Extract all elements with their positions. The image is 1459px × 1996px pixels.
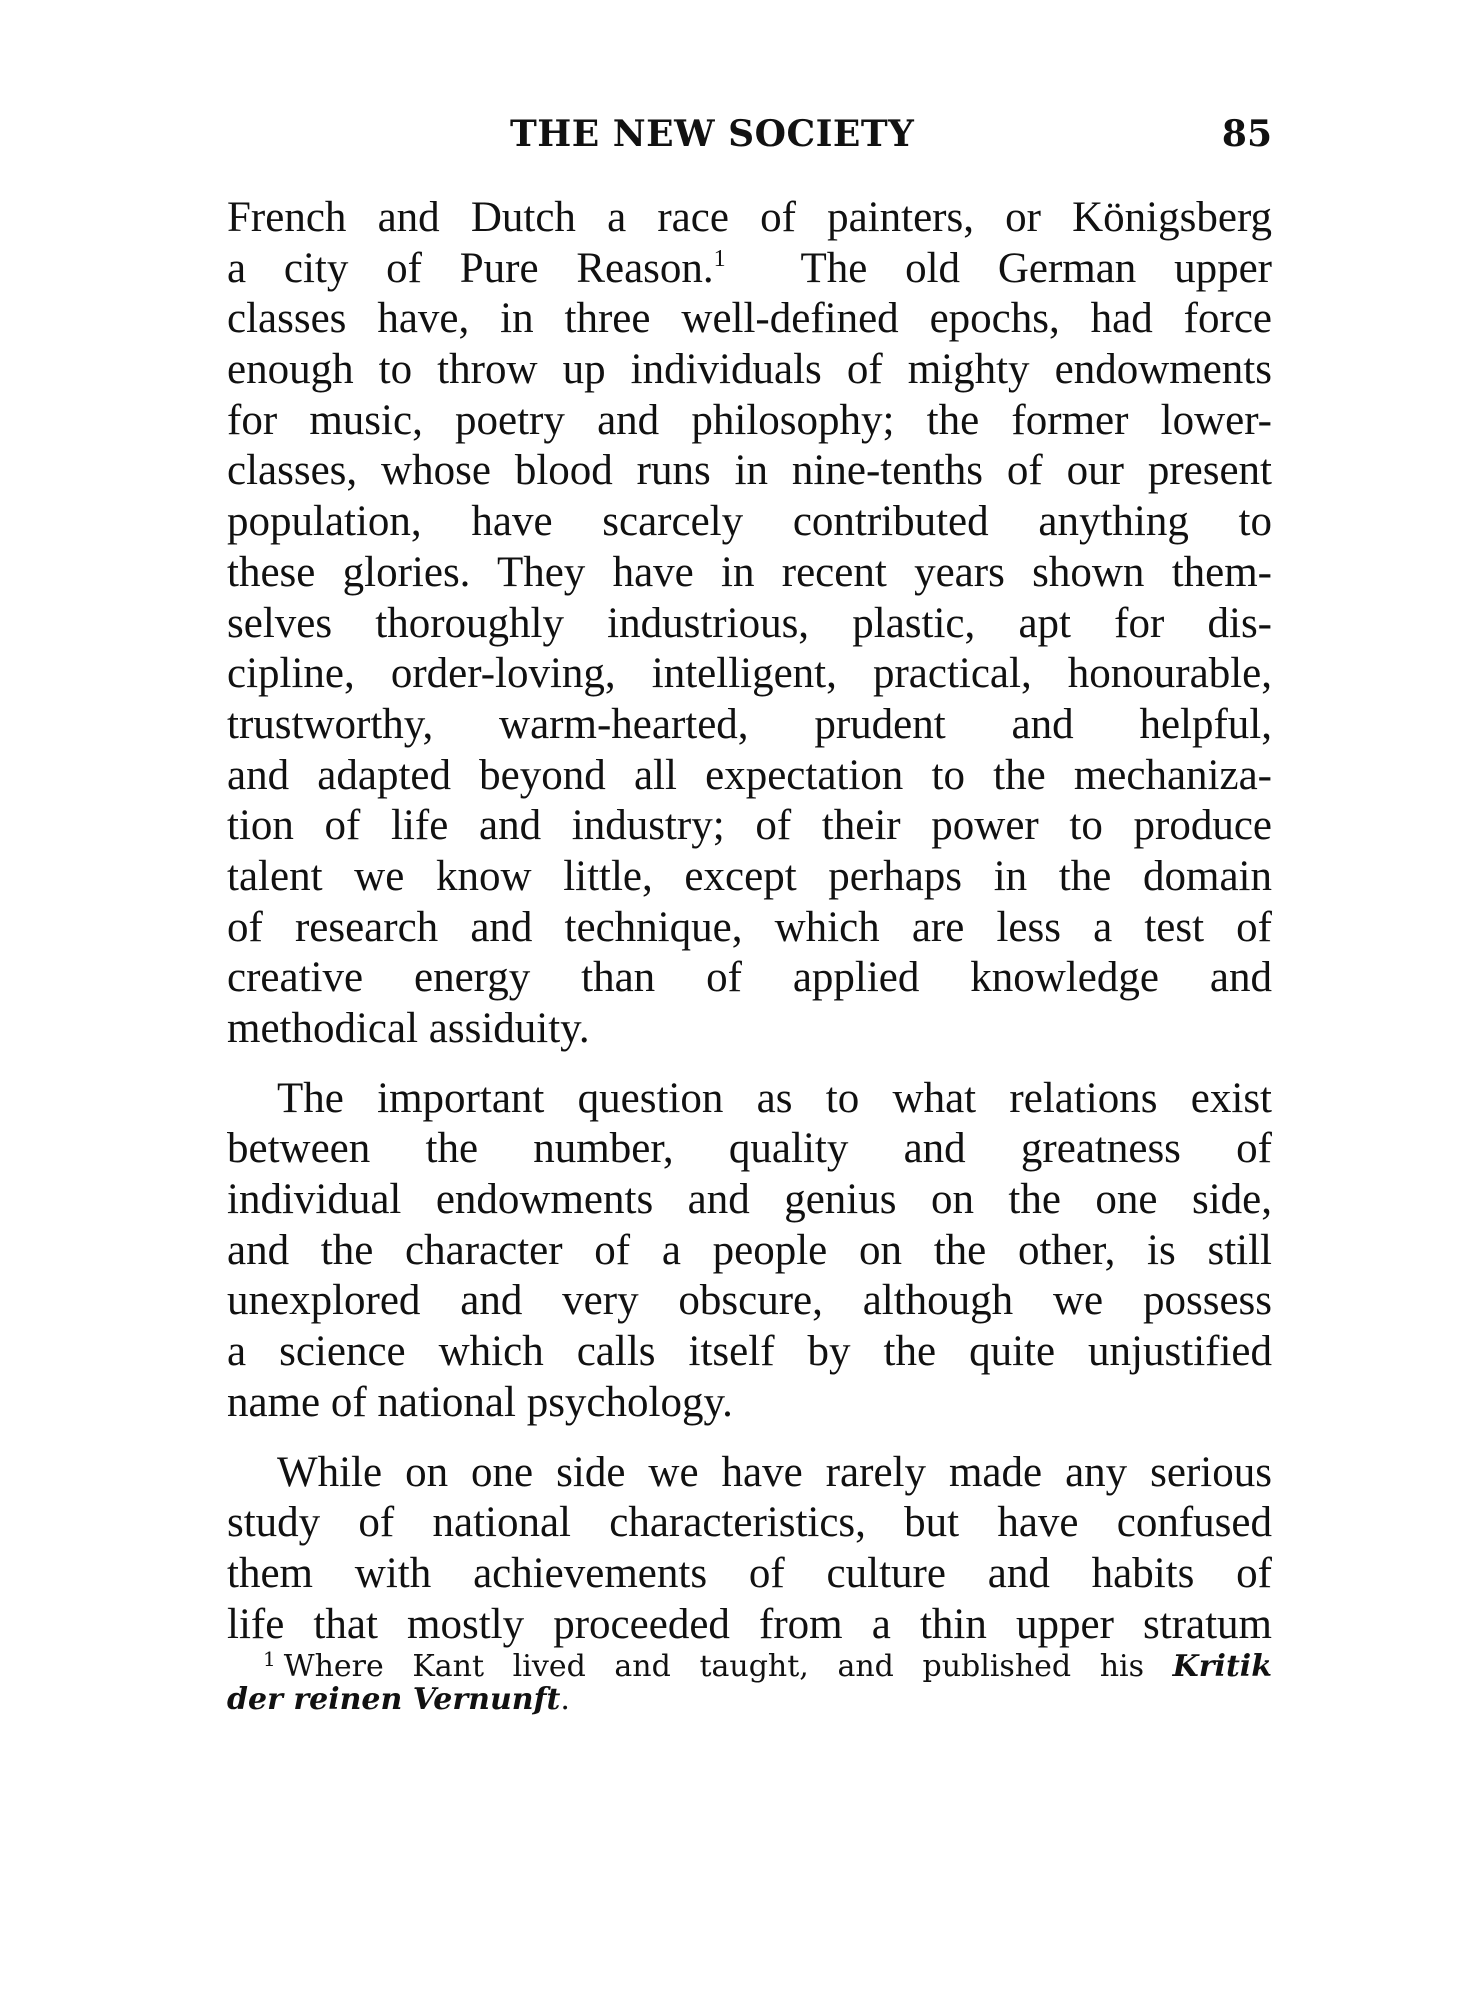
text-line	[227, 244, 1272, 295]
body-text	[227, 193, 1272, 1650]
text-line: a science which calls itself by the quite unjustified	[227, 1328, 1272, 1376]
text-line: and the character of a people on the other, is still	[227, 1226, 1272, 1274]
text-line: tion of life and industry; of their power to produce	[227, 802, 1272, 850]
text-line: enough to throw up individuals of mighty endowments	[227, 346, 1272, 394]
text-line: The important question as to what relations exist	[277, 1074, 1272, 1122]
text-line: selves thoroughly industrious, plastic, apt for dis-	[227, 599, 1272, 647]
text-line: study of national characteristics, but have confused	[227, 1499, 1272, 1547]
text-line: between the number, quality and greatness of	[227, 1125, 1272, 1173]
text-line: population, have scarcely contributed anything to	[227, 498, 1272, 546]
text-line: classes have, in three well-defined epochs, had force	[227, 295, 1272, 343]
text-line: talent we know little, except perhaps in the domain	[227, 852, 1272, 900]
footnote-line	[227, 1683, 1272, 1716]
text-line: individual endowments and genius on the one side,	[227, 1176, 1272, 1224]
paragraph	[227, 193, 1272, 1055]
footnote-book-title: der reinen Vernunft	[227, 1682, 561, 1717]
footnotes	[227, 1647, 1272, 1717]
footnote-text: .	[560, 1682, 570, 1717]
text-line: cipline, order-loving, intelligent, practical, honourable,	[227, 650, 1272, 698]
footnote	[227, 1647, 1272, 1717]
paragraph	[227, 1448, 1272, 1651]
text-line: French and Dutch a race of painters, or Königsberg	[227, 194, 1272, 241]
text-line: and adapted beyond all expectation to the mechaniza-	[227, 751, 1272, 799]
footnote-book-title: Kritik	[1172, 1649, 1272, 1684]
text-line: While on one side we have rarely made any serious	[277, 1448, 1272, 1496]
footnote-line	[227, 1647, 1272, 1684]
paragraph-gap	[227, 1055, 1272, 1074]
paragraph	[227, 1074, 1272, 1429]
text-line: life that mostly proceeded from a thin upper stratum	[227, 1600, 1272, 1648]
page-number: 85	[1221, 113, 1272, 155]
text-line: for music, poetry and philosophy; the former lower-	[227, 396, 1272, 444]
running-title: THE NEW SOCIETY	[510, 113, 915, 155]
paragraph-gap	[227, 1429, 1272, 1448]
text-line: trustworthy, warm-hearted, prudent and helpful,	[227, 700, 1272, 748]
text-line: classes, whose blood runs in nine-tenths of our present	[227, 447, 1272, 495]
text-line: creative energy than of applied knowledge and	[227, 954, 1272, 1002]
text-line: these glories. They have in recent years shown them-	[227, 548, 1272, 596]
running-head	[227, 112, 1272, 156]
text-line: of research and technique, which are less a test of	[227, 903, 1272, 951]
text-line: name of national psychology.	[227, 1378, 733, 1426]
text-line: unexplored and very obscure, although we possess	[227, 1277, 1272, 1325]
text-line: them with achievements of culture and habits of	[227, 1549, 1272, 1597]
text-segment: a city of Pure Reason.	[227, 244, 714, 292]
footnote-mark: 1	[263, 1647, 276, 1671]
footnote-text: Where Kant lived and taught, and published his	[283, 1649, 1173, 1684]
text-line: methodical assiduity.	[227, 1005, 590, 1052]
text-segment: The old German upper	[725, 244, 1272, 292]
footnote-reference[interactable]: 1	[713, 245, 726, 272]
